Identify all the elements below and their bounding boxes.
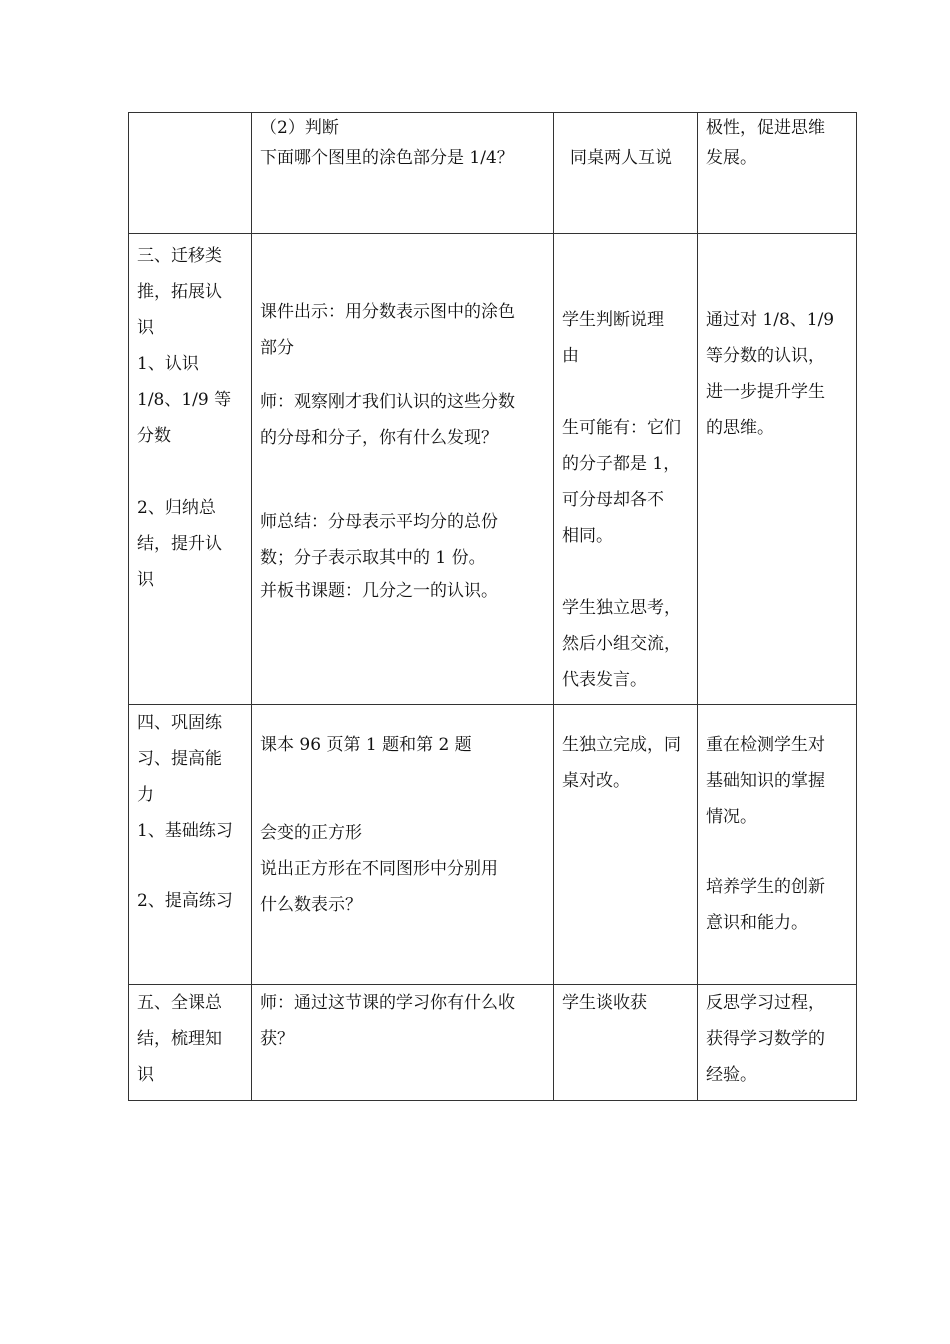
students-cell xyxy=(554,113,698,234)
activity-line: 师：通过这节课的学习你有什么收 xyxy=(260,993,515,1013)
students-line: 代表发言。 xyxy=(562,670,647,690)
intent-cell xyxy=(698,234,857,705)
stage-line: 习、提高能 xyxy=(137,749,222,769)
students-line: 同桌两人互说 xyxy=(570,148,672,168)
intent-line: 进一步提升学生 xyxy=(706,382,825,402)
activity-line: 的分母和分子，你有什么发现？ xyxy=(260,428,498,448)
stage-line: 2、提高练习 xyxy=(137,891,233,911)
stage-line: 三、迁移类 xyxy=(137,246,222,266)
stage-line: 1、基础练习 xyxy=(137,821,233,841)
stage-cell xyxy=(129,985,252,1101)
table-row xyxy=(129,234,857,705)
students-line: 可分母却各不 xyxy=(562,490,664,510)
activity-cell xyxy=(252,234,554,705)
activity-line: 下面哪个图里的涂色部分是 1/4？ xyxy=(260,148,514,168)
intent-line: 情况。 xyxy=(706,807,757,827)
stage-line: 五、全课总 xyxy=(137,993,222,1013)
activity-line: 课件出示：用分数表示图中的涂色 xyxy=(260,302,515,322)
activity-line: 说出正方形在不同图形中分别用 xyxy=(260,859,498,879)
intent-cell xyxy=(698,113,857,234)
activity-line: 部分 xyxy=(260,338,294,358)
activity-line: 师总结：分母表示平均分的总份 xyxy=(260,512,498,532)
students-line: 由 xyxy=(562,346,579,366)
activity-line: 获？ xyxy=(260,1029,294,1049)
intent-line: 发展。 xyxy=(706,148,757,168)
stage-line: 识 xyxy=(137,570,154,590)
stage-cell xyxy=(129,234,252,705)
students-line: 然后小组交流， xyxy=(562,634,681,654)
activity-line: 课本 96 页第 1 题和第 2 题 xyxy=(260,735,472,755)
students-line: 桌对改。 xyxy=(562,771,630,791)
activity-cell xyxy=(252,113,554,234)
stage-line: 四、巩固练 xyxy=(137,713,222,733)
intent-line: 的思维。 xyxy=(706,418,774,438)
students-line: 学生独立思考， xyxy=(562,598,681,618)
intent-cell xyxy=(698,705,857,985)
stage-line: 分数 xyxy=(137,426,171,446)
table-row xyxy=(129,113,857,234)
table-row xyxy=(129,705,857,985)
intent-line: 获得学习数学的 xyxy=(706,1029,825,1049)
stage-line: 力 xyxy=(137,785,154,805)
intent-line: 等分数的认识， xyxy=(706,346,825,366)
stage-line: 识 xyxy=(137,1065,154,1085)
stage-cell xyxy=(129,113,252,234)
stage-line: 结，提升认 xyxy=(137,534,222,554)
intent-line: 通过对 1/8、1/9 xyxy=(706,310,835,330)
students-line: 学生判断说理 xyxy=(562,310,664,330)
stage-cell xyxy=(129,705,252,985)
stage-line: 1/8、1/9 等 xyxy=(137,390,232,410)
stage-line: 2、归纳总 xyxy=(137,498,216,518)
activity-line: 并板书课题：几分之一的认识。 xyxy=(260,581,498,601)
stage-line: 识 xyxy=(137,318,154,338)
students-cell xyxy=(554,705,698,985)
intent-line: 重在检测学生对 xyxy=(706,735,825,755)
stage-line: 1、认识 xyxy=(137,354,199,374)
intent-cell xyxy=(698,985,857,1101)
intent-line: 基础知识的掌握 xyxy=(706,771,825,791)
intent-line: 极性，促进思维 xyxy=(706,118,825,138)
students-cell xyxy=(554,234,698,705)
stage-line: 推，拓展认 xyxy=(137,282,222,302)
activity-cell xyxy=(252,705,554,985)
activity-line: （2）判断 xyxy=(260,118,339,138)
intent-line: 意识和能力。 xyxy=(706,913,808,933)
students-line: 学生谈收获 xyxy=(562,993,647,1013)
activity-line: 什么数表示？ xyxy=(260,895,362,915)
students-line: 生独立完成，同 xyxy=(562,735,681,755)
activity-line: 会变的正方形 xyxy=(260,823,362,843)
intent-line: 反思学习过程， xyxy=(706,993,825,1013)
intent-line: 经验。 xyxy=(706,1065,757,1085)
students-line: 的分子都是 1， xyxy=(562,454,681,474)
students-cell xyxy=(554,985,698,1101)
table-row xyxy=(129,985,857,1101)
students-line: 生可能有：它们 xyxy=(562,418,681,438)
activity-cell xyxy=(252,985,554,1101)
activity-line: 师：观察刚才我们认识的这些分数 xyxy=(260,392,515,412)
students-line: 相同。 xyxy=(562,526,613,546)
activity-line: 数；分子表示取其中的 1 份。 xyxy=(260,548,486,568)
intent-line: 培养学生的创新 xyxy=(706,877,825,897)
stage-line: 结，梳理知 xyxy=(137,1029,222,1049)
lesson-plan-table xyxy=(128,112,857,1101)
